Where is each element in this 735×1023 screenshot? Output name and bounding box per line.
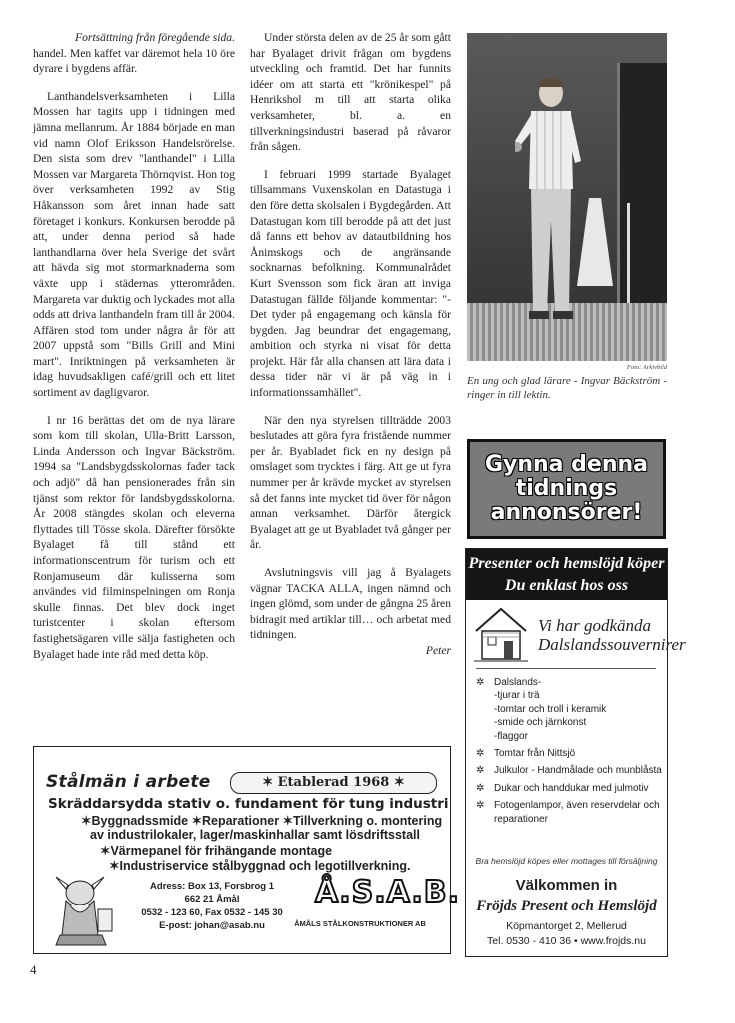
- paragraph: I nr 16 berättas det om de nya lärare som kom till skolan, Ulla-Britt Larsson, Linda Andersson och Ingvar Bäckström. 1994 sa "Landsbygdsskolornas fader tack och adjö" då han pensionerades från sin tjänst som rektor för landsbygdsskolorna. År 2008 stängdes skolan och eleverna flyttades till Tösse skola. Därefter försökte Byalaget få till stånd ett informationscentrum för turism och ett Ronjamuseum där kulisserna som användes vid filminspelningen om Ronja skulle finnas. Det blev dock inget turistcenter i skolan eftersom fastighetsägaren ville sälja fastigheten och Byalaget hade inte råd med detta köp.: [33, 413, 235, 661]
- established-badge: ✶ Etablerad 1968 ✶: [230, 772, 437, 794]
- signature: Peter: [425, 643, 451, 657]
- shop-address: Köpmantorget 2, Mellerud: [506, 920, 627, 932]
- paragraph: Avslutningsvis vill jag å Byalagets vägnar TACKA ALLA, ingen nämnd och ingen glömd, som under de gångna 25 åren bidragit med artiklar till… och arbetat med tidningen.: [250, 566, 451, 642]
- ad-service-line: ✶Byggnadssmide ✶Reparationer ✶Tillverkning o. montering: [81, 814, 443, 828]
- star-icon: ✲: [476, 765, 485, 777]
- list-item: [472, 799, 662, 826]
- tagline-line: Vi har godkända: [538, 616, 652, 635]
- star-icon: ✲: [476, 782, 485, 794]
- paragraph: När den nya styrelsen tillträdde 2003 beslutades att göra fyra fristående nummer per år. Byabladet fick en ny design på omslaget som trycktes i färg. Att ge ut fyra nummer per år krävde mycket av styrelsen så det fanns inte mycket tid över för någon annan verksamhet. Därför återgick Byalaget att ge ut Byabladet två gånger per år.: [250, 413, 451, 552]
- ad-service-line: av industrilokaler, lager/maskinhallar samt lösdriftsstall: [90, 828, 420, 842]
- ad-welcome: Välkommen in: [515, 877, 618, 894]
- paragraph: Lanthandelsverksamheten i Lilla Mossen har tagits upp i tidningen med jämna mellanrum. År 1884 började en man vid namn Olof Eriksson Handelsrörelse. Den sista som drev "lanthandel" i Lilla Mossen var Margareta Thörnqvist. Hon tog över verksamheten 1992 av Stig Håkansson som året innan hade satt företaget i konkurs. Konkursen berodde på att, under denna period så hade lanthandlarna över hela Sverige det svårt att hävda sig mot stormarknaderna som växte upp i städernas ytterområden. Margareta var duktig och lyckades mot alla odds att driva lanthandeln fram till år 2004. Affären stod tom under några år för att 2007 uppstå som "Bills Grill and Mini mart". Inriktningen på verksamheten är idag huvudsakligen café/grill och ett litet sortiment av dagligvaror.: [33, 89, 235, 400]
- photo-credit: Foto: Arkivbild: [626, 364, 667, 371]
- list-item: [472, 747, 662, 760]
- item-sub: -smide och järnkonst: [494, 717, 587, 729]
- page-number: 4: [30, 962, 37, 977]
- item-sub: -tomtar och troll i keramik: [494, 703, 607, 715]
- item-title: Dalslands-: [494, 677, 542, 688]
- paragraph: I februari 1999 startade Byalaget tillsammans Vuxenskolan en Datastuga i den före detta skolsalen i Bygdegården. Att Datastugan kom till berodde på att det just då fanns ett behov av datautbildning hos Ånimskogs och de angränsande socknarnas befolkning. Kommunalrådet Kurt Svensson som fick äran att inviga Datastugan fällde följande kommentar: "- Det tyder på engagemang och känsla för bygden. Jag beundrar det engagemang, ambition och styrka ni visat för detta projekt. Här får alla chansen att lära data i dessa tider när vi är på väg in i informationssamhället".: [250, 167, 451, 400]
- contact-line: Adress: Box 13, Forsbrog 1: [149, 881, 275, 892]
- contact-line: 0532 - 123 60, Fax 0532 - 145 30: [141, 907, 283, 918]
- teacher-photo: [467, 33, 667, 361]
- contact-info: [137, 880, 287, 932]
- contact-line: E-post: johan@asab.nu: [159, 920, 265, 931]
- ad-title: Stålmän i arbete: [46, 772, 211, 792]
- contact-line: 662 21 Åmål: [184, 894, 240, 905]
- star-icon: ✲: [476, 677, 485, 688]
- item-sub: -flaggor: [494, 730, 528, 742]
- house-illustration-icon: [472, 603, 530, 663]
- shop-phone: Tel. 0530 - 410 36 • www.frojds.nu: [487, 935, 646, 947]
- asab-logo-subtitle: ÅMÅLS STÅLKONSTRUKTIONER AB: [294, 919, 426, 928]
- sponsor-banner: [467, 439, 666, 539]
- star-icon: ✲: [476, 748, 485, 760]
- megaphone-icon: [575, 198, 615, 288]
- item-title: Fotogenlampor, även reservdelar och reparationer: [494, 800, 660, 825]
- continued-note: Fortsättning från föregående sida.: [75, 31, 235, 44]
- frojds-advertisement: [465, 548, 686, 957]
- ad-service-line: ✶Värmepanel för frihängande montage: [100, 844, 333, 858]
- list-item: [472, 782, 662, 795]
- list-item: [472, 764, 662, 777]
- ad-tagline: [538, 616, 686, 654]
- ad-note: Bra hemslöjd köpes eller mottages till försäljning: [475, 856, 658, 866]
- tagline-line: Dalslandssouvernirer: [538, 635, 686, 654]
- photo-caption: En ung och glad lärare - Ingvar Bäckström - ringer in till lektin.: [467, 375, 667, 401]
- ad-headline: Skräddarsydda stativ o. fundament för tung industri: [48, 796, 449, 812]
- product-list: [472, 676, 662, 830]
- item-title: Julkulor - Handmålade och munblåsta: [494, 765, 662, 777]
- ad-service-line: ✶Industriservice stålbyggnad och legotillverkning.: [109, 859, 411, 873]
- asab-advertisement: [33, 746, 461, 954]
- list-item: [472, 676, 662, 743]
- item-title: Tomtar från Nittsjö: [494, 748, 576, 760]
- paragraph: Under största delen av de 25 år som gått har Byalaget drivit frågan om bygdens utveckling och framtid. Det har funnits idéer om att starta ett "krönikespel" på Henrikshol m till att starta olika verksamheter, bl. a. en tillverkningsindustri baserad på råvaror från sågen.: [250, 31, 451, 154]
- star-icon: ✲: [476, 800, 485, 812]
- article-column-1: [33, 30, 235, 662]
- viking-mascot-icon: [42, 875, 122, 947]
- shop-name: Fröjds Present och Hemslöjd: [476, 898, 657, 914]
- item-sub: -tjurar i trä: [494, 690, 540, 702]
- paragraph: handel. Men kaffet var däremot hela 10 öre dyrare i bygdens affär.: [33, 46, 235, 76]
- sponsor-banner-text: Gynna denna tidnings annonsörer!: [484, 452, 649, 525]
- item-title: Dukar och handdukar med julmotiv: [494, 782, 649, 794]
- article-column-2: [250, 30, 451, 659]
- asab-logo: Å.S.A.B.: [315, 875, 461, 910]
- ad-heading: Presenter och hemslöjd köper Du enklast hos oss: [466, 549, 667, 600]
